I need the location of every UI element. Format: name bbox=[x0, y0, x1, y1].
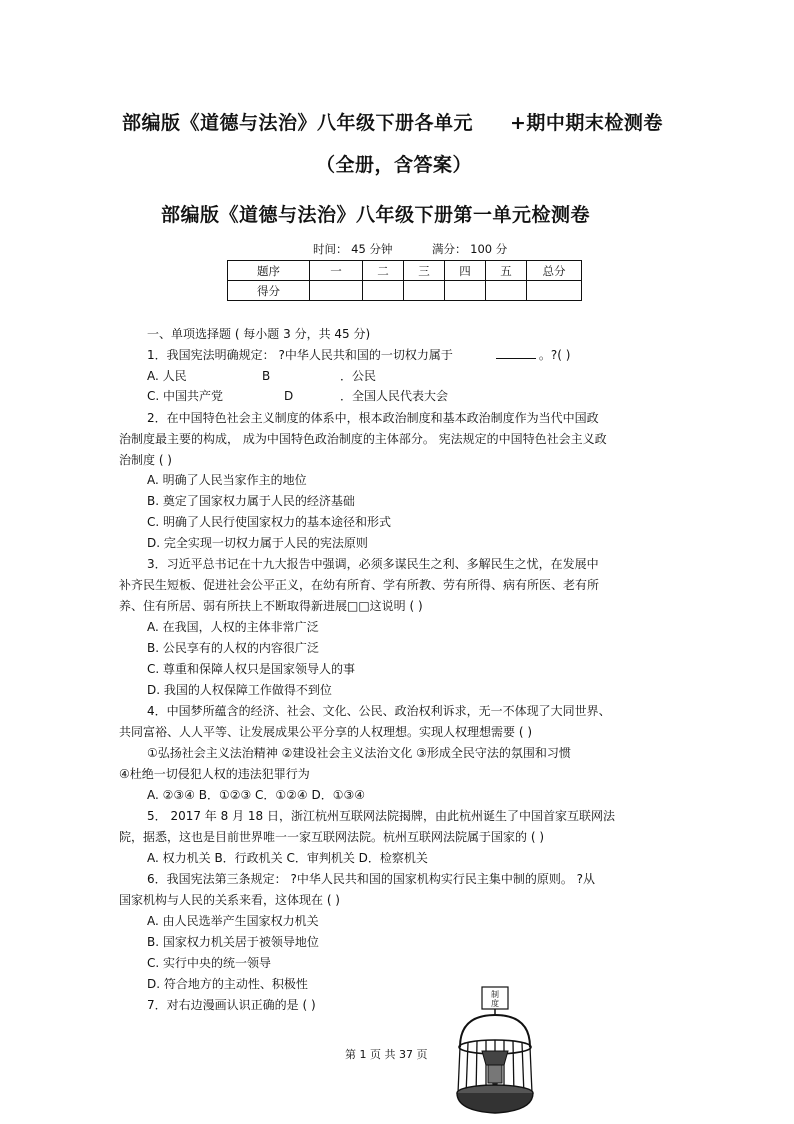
q5-line1: 5． 2017 年 8 月 18 日，浙江杭州互联网法院揭牌，由此杭州诞生了中国首家互联网法 bbox=[147, 809, 615, 823]
q2-option-b: B. 奠定了国家权力属于人民的经济基础 bbox=[147, 494, 355, 508]
subtitle: （全册，含答案） bbox=[316, 154, 473, 176]
birdcage-cartoon bbox=[446, 985, 550, 1119]
score-table-header: 四 bbox=[445, 261, 486, 281]
q1-stem-end: 。?( ) bbox=[538, 348, 571, 362]
cartoon-sign-line2: 度 bbox=[491, 999, 499, 1008]
q3-option-d: D. 我国的人权保障工作做得不到位 bbox=[147, 683, 332, 697]
q6-line1: 6．我国宪法第三条规定： ?中华人民共和国的国家机构实行民主集中制的原则。 ?从 bbox=[147, 872, 596, 886]
q1-option-b-text: ．公民 bbox=[340, 369, 377, 383]
q2-line2: 治制度最主要的构成， 成为中国特色政治制度的主体部分。 宪法规定的中国特色社会主义政 bbox=[119, 432, 607, 446]
score-table-header: 五 bbox=[486, 261, 527, 281]
score-cell bbox=[363, 281, 404, 301]
q1-option-d-letter: D bbox=[284, 389, 294, 403]
score-table bbox=[227, 260, 582, 301]
score-row-label: 得分 bbox=[228, 281, 310, 301]
score-table-score-row bbox=[228, 281, 582, 301]
q3-line3: 养、住有所居、弱有所扶上不断取得新进展□□这说明 ( ) bbox=[119, 599, 423, 613]
q1-option-c: C. 中国共产党 bbox=[147, 389, 224, 403]
exam-time: 时间： 45 分钟 bbox=[313, 242, 393, 256]
score-table-header: 题序 bbox=[228, 261, 310, 281]
q3-option-a: A. 在我国，人权的主体非常广泛 bbox=[147, 620, 319, 634]
q1-option-b-letter: B bbox=[262, 369, 271, 383]
q3-option-b: B. 公民享有的人权的内容很广泛 bbox=[147, 641, 319, 655]
q6-option-b: B. 国家权力机关居于被领导地位 bbox=[147, 935, 319, 949]
q6-option-c: C. 实行中央的统一领导 bbox=[147, 956, 272, 970]
answer-blank bbox=[496, 346, 536, 359]
score-cell bbox=[404, 281, 445, 301]
score-cell bbox=[486, 281, 527, 301]
q4-options: A. ②③④ B．①②③ C．①②④ D．①③④ bbox=[147, 788, 366, 802]
page-footer: 第 1 页 共 37 页 bbox=[345, 1048, 428, 1061]
section-heading: 一、单项选择题 ( 每小题 3 分，共 45 分) bbox=[147, 327, 371, 341]
score-table-header-row bbox=[228, 261, 582, 281]
q3-option-c: C. 尊重和保障人权只是国家领导人的事 bbox=[147, 662, 356, 676]
score-cell bbox=[445, 281, 486, 301]
q6-option-d: D. 符合地方的主动性、积极性 bbox=[147, 977, 308, 991]
q5-line2: 院，据悉，这也是目前世界唯一一家互联网法院。杭州互联网法院属于国家的 ( ) bbox=[119, 830, 544, 844]
cartoon-sign-line1: 制 bbox=[491, 990, 499, 999]
q1-option-d-text: ．全国人民代表大会 bbox=[340, 389, 449, 403]
q3-line2: 补齐民生短板、促进社会公平正义，在幼有所育、学有所教、劳有所得、病有所医、老有所 bbox=[119, 578, 600, 592]
q6-line2: 国家机构与人民的关系来看，这体现在 ( ) bbox=[119, 893, 340, 907]
q1-stem bbox=[147, 345, 570, 366]
q5-options: A. 权力机关 B．行政机关 C．审判机关 D．检察机关 bbox=[147, 851, 428, 865]
q2-option-a: A. 明确了人民当家作主的地位 bbox=[147, 473, 307, 487]
q3-line1: 3．习近平总书记在十九大报告中强调，必须多谋民生之利、多解民生之忧，在发展中 bbox=[147, 557, 599, 571]
score-table-header: 三 bbox=[404, 261, 445, 281]
score-table-header: 一 bbox=[310, 261, 363, 281]
q1-stem-text: 1．我国宪法明确规定： ?中华人民共和国的一切权力属于 bbox=[147, 348, 453, 362]
q4-item4: ④杜绝一切侵犯人权的违法犯罪行为 bbox=[119, 767, 310, 781]
q7-stem: 7．对右边漫画认识正确的是 ( ) bbox=[147, 998, 316, 1012]
exam-full-score: 满分： 100 分 bbox=[432, 242, 508, 256]
score-table-header: 二 bbox=[363, 261, 404, 281]
q4-line2: 共同富裕、人人平等、让发展成果公平分享的人权理想。实现人权理想需要 ( ) bbox=[119, 725, 532, 739]
q4-line1: 4．中国梦所蕴含的经济、社会、文化、公民、政治权利诉求，无一不体现了大同世界、 bbox=[147, 704, 611, 718]
q6-option-a: A. 由人民选举产生国家权力机关 bbox=[147, 914, 319, 928]
unit-title: 部编版《道德与法治》八年级下册第一单元检测卷 bbox=[161, 204, 591, 226]
q2-line3: 治制度 ( ) bbox=[119, 453, 172, 467]
q2-option-c: C. 明确了人民行使国家权力的基本途径和形式 bbox=[147, 515, 392, 529]
main-title-part1: 部编版《道德与法治》八年级下册各单元 bbox=[122, 112, 474, 134]
q1-option-a: A. 人民 bbox=[147, 369, 187, 383]
score-cell bbox=[310, 281, 363, 301]
q2-option-d: D. 完全实现一切权力属于人民的宪法原则 bbox=[147, 536, 368, 550]
score-table-header: 总分 bbox=[527, 261, 582, 281]
q4-items: ①弘扬社会主义法治精神 ②建设社会主义法治文化 ③形成全民守法的氛围和习惯 bbox=[147, 746, 571, 760]
q2-line1: 2．在中国特色社会主义制度的体系中，根本政治制度和基本政治制度作为当代中国政 bbox=[147, 411, 599, 425]
main-title-part2: +期中期末检测卷 bbox=[510, 112, 663, 134]
score-cell bbox=[527, 281, 582, 301]
